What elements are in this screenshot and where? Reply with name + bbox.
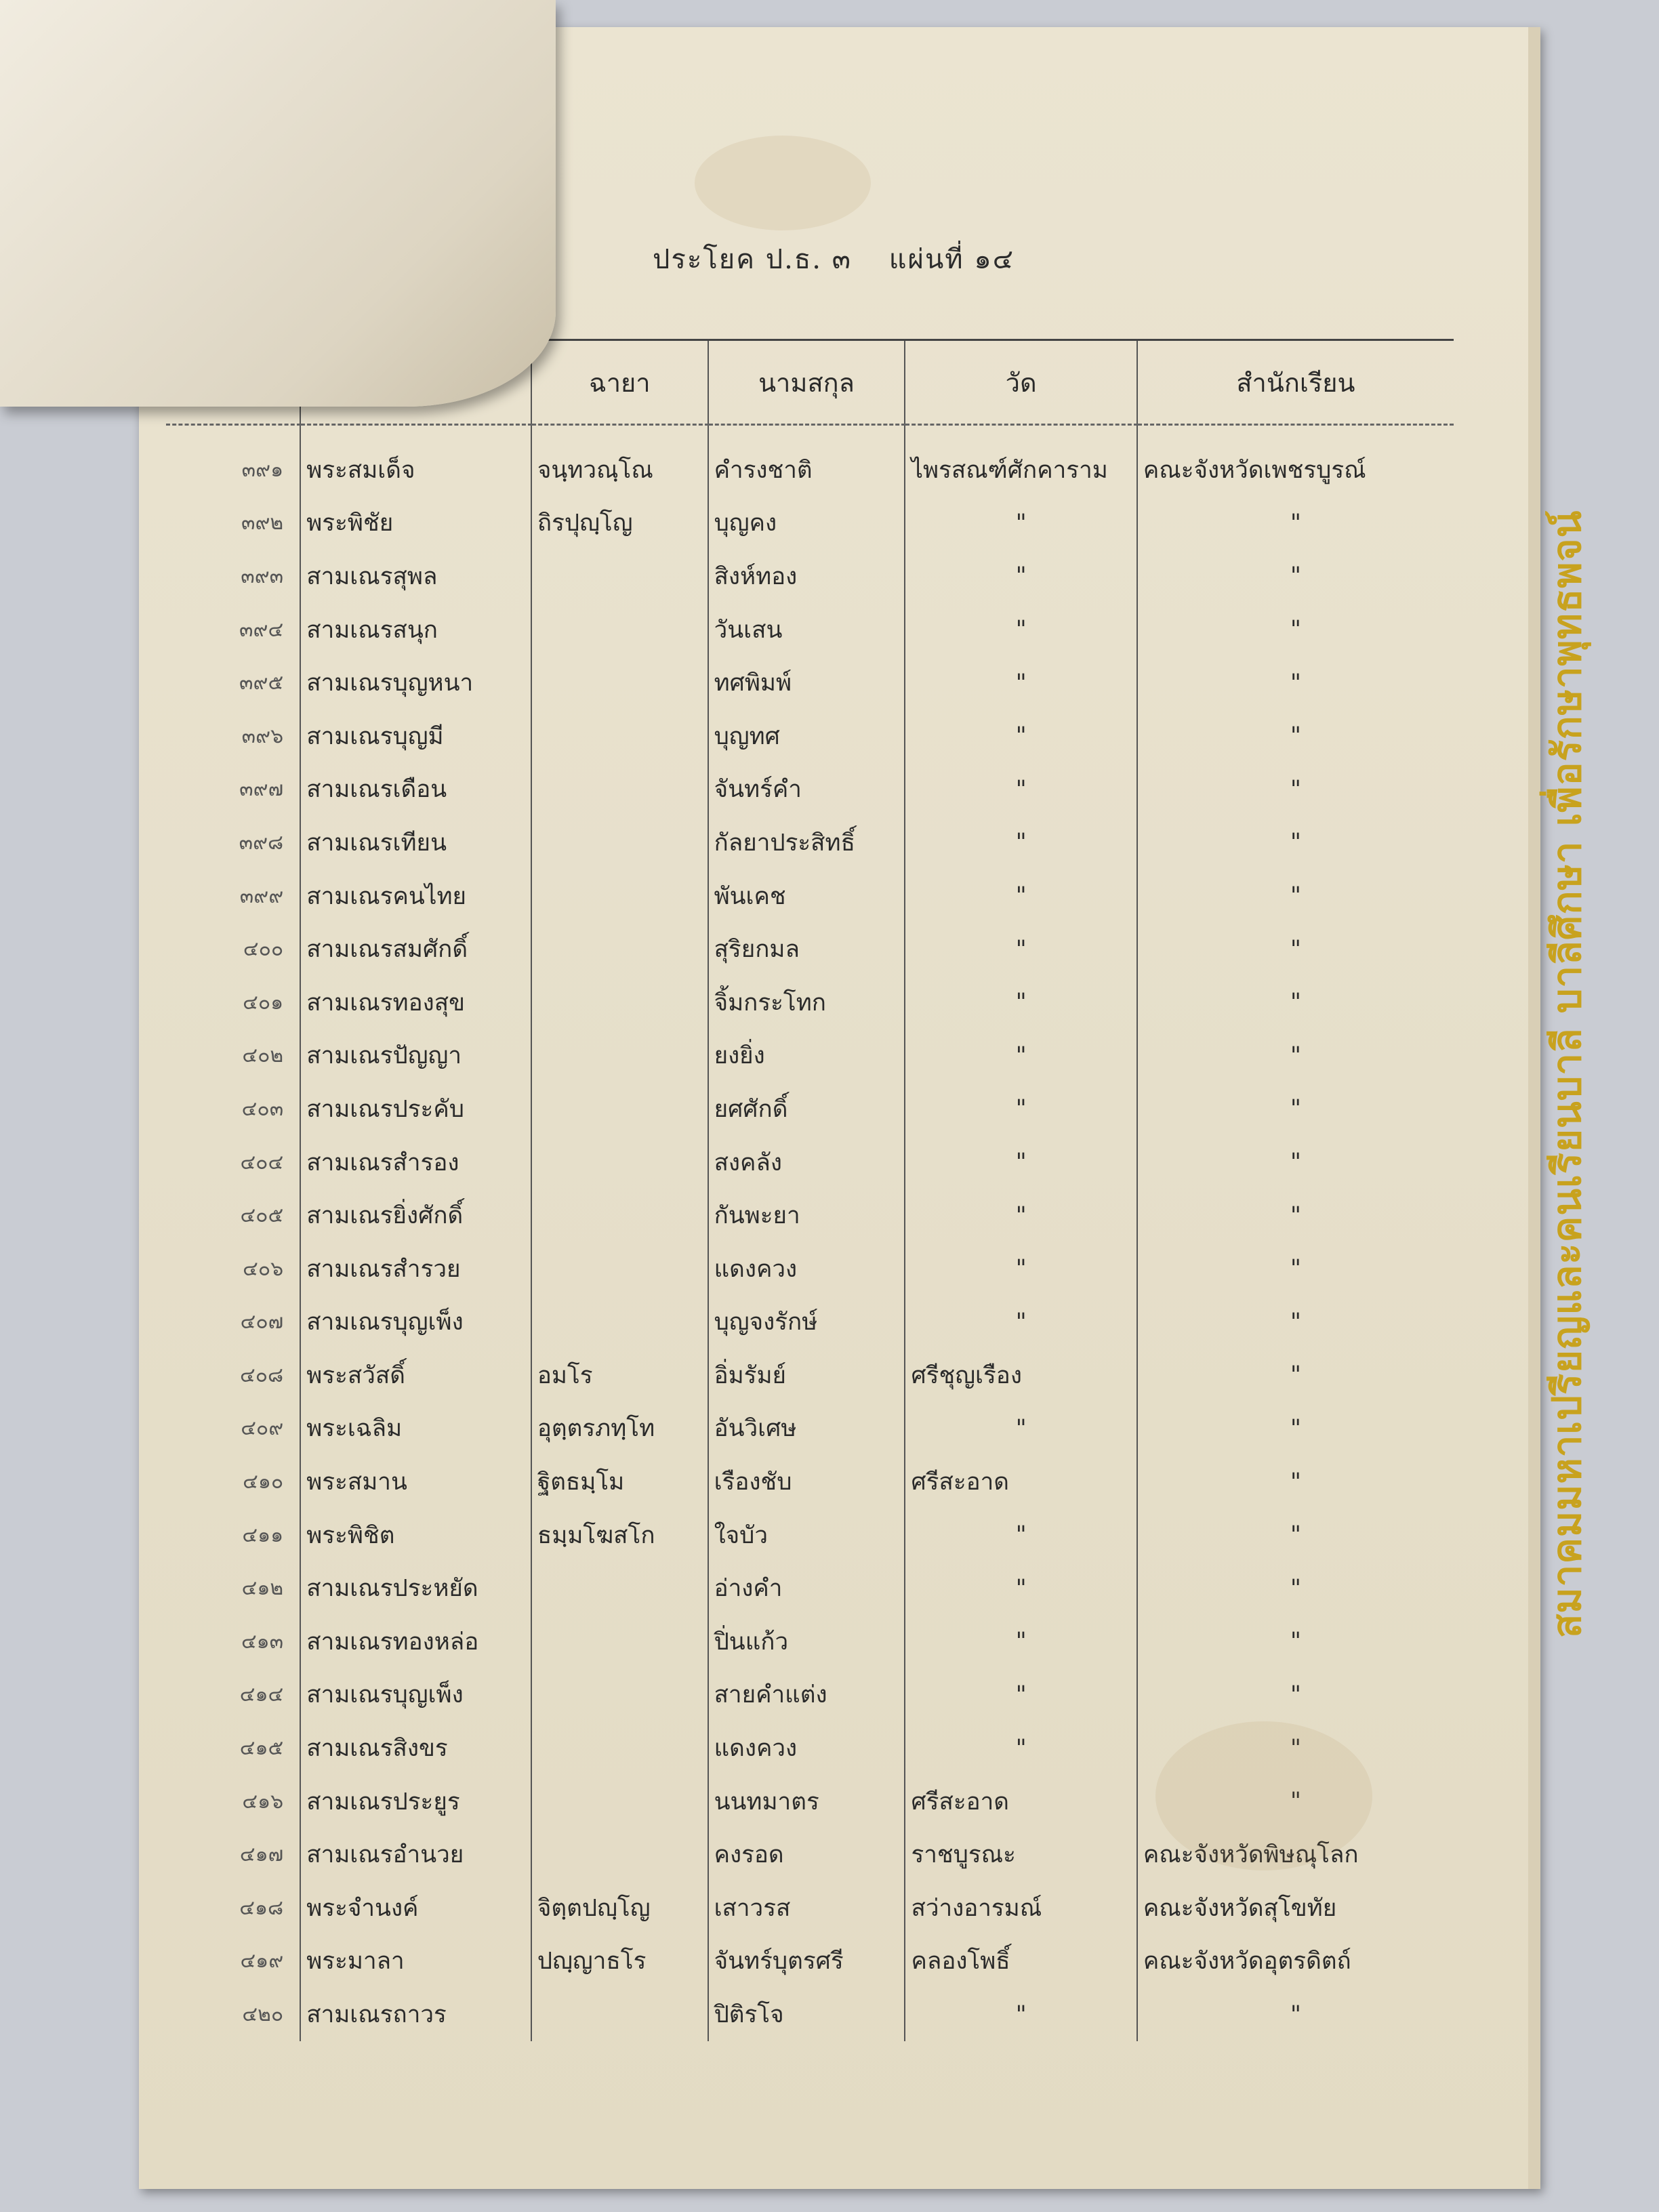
cell-monastic-name xyxy=(531,1721,708,1775)
table-row xyxy=(166,710,1454,763)
cell-school: " xyxy=(1137,1561,1454,1615)
cell-temple: คลองโพธิ์ xyxy=(905,1935,1136,1988)
cell-school: " xyxy=(1137,1082,1454,1136)
cell-name: สามเณรสนุก xyxy=(300,603,531,657)
cell-temple: " xyxy=(905,710,1136,763)
paper-stain xyxy=(1155,1721,1372,1870)
cell-name: สามเณรยิ่งศักดิ์ xyxy=(300,1189,531,1242)
cell-monastic-name xyxy=(531,763,708,817)
cell-surname: สุริยกมล xyxy=(708,922,905,976)
cell-name: สามเณรอำนวย xyxy=(300,1828,531,1881)
cell-surname: ยศศักดิ์ xyxy=(708,1082,905,1136)
cell-monastic-name: ถิรปุญฺโญ xyxy=(531,497,708,550)
cell-monastic-name: จิตฺตปญฺโญ xyxy=(531,1881,708,1935)
cell-monastic-name xyxy=(531,1189,708,1242)
cell-surname: อิ่มรัมย์ xyxy=(708,1349,905,1402)
cell-number: ๔๑๗ xyxy=(239,1843,284,1867)
cell-name: พระสมาน xyxy=(300,1455,531,1509)
table-row xyxy=(166,1136,1454,1189)
cell-monastic-name xyxy=(531,869,708,923)
cell-surname: จันทร์บุตรศรี xyxy=(708,1935,905,1988)
cell-temple: " xyxy=(905,976,1136,1029)
cell-school: " xyxy=(1137,1029,1454,1083)
table-row xyxy=(166,1988,1454,2041)
cell-name: สามเณรสุพล xyxy=(300,550,531,603)
cell-surname: นนทมาตร xyxy=(708,1775,905,1828)
folded-page-corner xyxy=(0,0,556,407)
table-row xyxy=(166,1082,1454,1136)
cell-monastic-name xyxy=(531,922,708,976)
cell-temple: ราชบูรณะ xyxy=(905,1828,1136,1881)
cell-temple: " xyxy=(905,1029,1136,1083)
cell-school: " xyxy=(1137,1349,1454,1402)
table-row xyxy=(166,1935,1454,1988)
table-row xyxy=(166,1296,1454,1349)
cell-number: ๔๐๒ xyxy=(242,1044,284,1068)
cell-temple: " xyxy=(905,1296,1136,1349)
cell-temple: " xyxy=(905,816,1136,869)
cell-temple: " xyxy=(905,550,1136,603)
cell-name: สามเณรคนไทย xyxy=(300,869,531,923)
cell-temple: ศรีสะอาด xyxy=(905,1775,1136,1828)
cell-temple: " xyxy=(905,1189,1136,1242)
cell-monastic-name xyxy=(531,1988,708,2041)
cell-temple: ศรีชุญเรือง xyxy=(905,1349,1136,1402)
cell-number: ๔๐๓ xyxy=(241,1097,284,1121)
cell-surname: คงรอด xyxy=(708,1828,905,1881)
cell-temple: " xyxy=(905,1509,1136,1562)
cell-monastic-name xyxy=(531,1082,708,1136)
cell-school: " xyxy=(1137,1242,1454,1296)
col-header-temple: วัด xyxy=(905,340,1136,425)
cell-monastic-name xyxy=(531,1615,708,1668)
cell-school: " xyxy=(1137,710,1454,763)
cell-surname: บุญจงรักษ์ xyxy=(708,1296,905,1349)
cell-school: " xyxy=(1137,1668,1454,1722)
cell-number: ๔๑๔ xyxy=(239,1683,284,1707)
cell-name: พระสมเด็จ xyxy=(300,425,531,497)
cell-surname: ปิ่นแก้ว xyxy=(708,1615,905,1668)
cell-monastic-name xyxy=(531,603,708,657)
table-row xyxy=(166,550,1454,603)
cell-surname: สงคลัง xyxy=(708,1136,905,1189)
cell-name: พระจำนงค์ xyxy=(300,1881,531,1935)
cell-temple: " xyxy=(905,1668,1136,1722)
cell-school: " xyxy=(1137,1775,1454,1828)
cell-monastic-name xyxy=(531,1828,708,1881)
cell-school: " xyxy=(1137,1721,1454,1775)
table-row xyxy=(166,1189,1454,1242)
cell-number: ๔๐๕ xyxy=(240,1204,284,1228)
cell-school: คณะจังหวัดสุโขทัย xyxy=(1137,1881,1454,1935)
cell-name: สามเณรประหยัด xyxy=(300,1561,531,1615)
cell-surname: สิงห์ทอง xyxy=(708,550,905,603)
cell-monastic-name: จนฺทวณฺโณ xyxy=(531,425,708,497)
table-row xyxy=(166,603,1454,657)
cell-school: " xyxy=(1137,550,1454,603)
table-row xyxy=(166,1402,1454,1456)
cell-monastic-name xyxy=(531,816,708,869)
cell-school: " xyxy=(1137,816,1454,869)
cell-temple: " xyxy=(905,1242,1136,1296)
table-row xyxy=(166,425,1454,497)
table-row xyxy=(166,1881,1454,1935)
cell-number: ๔๐๔ xyxy=(240,1150,284,1174)
table-row xyxy=(166,922,1454,976)
cell-school: คณะจังหวัดพิษณุโลก xyxy=(1137,1828,1454,1881)
cell-name: สามเณรประยูร xyxy=(300,1775,531,1828)
cell-monastic-name: อมโร xyxy=(531,1349,708,1402)
cell-monastic-name: ฐิตธมฺโม xyxy=(531,1455,708,1509)
cell-school: คณะจังหวัดเพชรบูรณ์ xyxy=(1137,425,1454,497)
cell-temple: " xyxy=(905,1721,1136,1775)
cell-surname: วันเสน xyxy=(708,603,905,657)
cell-surname: อ่างคำ xyxy=(708,1561,905,1615)
cell-name: สามเณรทองสุข xyxy=(300,976,531,1029)
cell-surname: ปิติรโจ xyxy=(708,1988,905,2041)
cell-temple: ศรีสะอาด xyxy=(905,1455,1136,1509)
cell-monastic-name: ปญฺญาธโร xyxy=(531,1935,708,1988)
cell-name: สามเณรบุญเพ็ง xyxy=(300,1668,531,1722)
cell-monastic-name xyxy=(531,1775,708,1828)
cell-number: ๔๐๑ xyxy=(243,990,284,1015)
cell-surname: แดงควง xyxy=(708,1721,905,1775)
cell-surname: จิ้มกระโทก xyxy=(708,976,905,1029)
cell-number: ๓๙๔ xyxy=(239,617,284,642)
cell-surname: เสาวรส xyxy=(708,1881,905,1935)
cell-monastic-name xyxy=(531,1668,708,1722)
cell-name: สามเณรบุญหนา xyxy=(300,656,531,710)
cell-number: ๔๑๑ xyxy=(242,1523,284,1547)
cell-name: สามเณรสมศักดิ์ xyxy=(300,922,531,976)
cell-surname: คำรงชาติ xyxy=(708,425,905,497)
cell-name: สามเณรถาวร xyxy=(300,1988,531,2041)
cell-surname: บุญคง xyxy=(708,497,905,550)
cell-monastic-name xyxy=(531,1242,708,1296)
cell-school: " xyxy=(1137,976,1454,1029)
cell-school: " xyxy=(1137,603,1454,657)
cell-temple: " xyxy=(905,497,1136,550)
cell-name: พระมาลา xyxy=(300,1935,531,1988)
cell-surname: จันทร์คำ xyxy=(708,763,905,817)
cell-temple: " xyxy=(905,1082,1136,1136)
cell-name: สามเณรประคับ xyxy=(300,1082,531,1136)
cell-monastic-name xyxy=(531,710,708,763)
cell-number: ๓๙๒ xyxy=(241,511,284,535)
cell-school: " xyxy=(1137,1136,1454,1189)
table-row xyxy=(166,1242,1454,1296)
cell-monastic-name xyxy=(531,976,708,1029)
cell-school: " xyxy=(1137,1988,1454,2041)
cell-name: สามเณรเทียน xyxy=(300,816,531,869)
col-header-surname: นามสกุล xyxy=(708,340,905,425)
cell-number: ๔๐๙ xyxy=(241,1416,284,1441)
cell-temple: " xyxy=(905,763,1136,817)
cell-monastic-name xyxy=(531,550,708,603)
cell-monastic-name xyxy=(531,656,708,710)
cell-temple: ไพรสณฑ์ศักคาราม xyxy=(905,425,1136,497)
cell-temple: " xyxy=(905,656,1136,710)
cell-surname: สายคำแต่ง xyxy=(708,1668,905,1722)
cell-number: ๔๑๐ xyxy=(243,1470,284,1494)
exam-level: ประโยค ป.ธ. ๓ xyxy=(652,244,852,275)
cell-monastic-name: ธมฺมโฆสโก xyxy=(531,1509,708,1562)
cell-name: พระเฉลิม xyxy=(300,1402,531,1456)
cell-surname: เรืองชับ xyxy=(708,1455,905,1509)
cell-school: " xyxy=(1137,1402,1454,1456)
cell-number: ๔๑๙ xyxy=(240,1949,284,1973)
cell-number: ๔๐๐ xyxy=(243,937,284,962)
cell-temple: " xyxy=(905,922,1136,976)
table-row xyxy=(166,1615,1454,1668)
table-row xyxy=(166,1455,1454,1509)
cell-surname: ทศพิมพ์ xyxy=(708,656,905,710)
cell-name: สามเณรสำรอง xyxy=(300,1136,531,1189)
cell-number: ๔๐๗ xyxy=(240,1310,284,1334)
cell-school: " xyxy=(1137,763,1454,817)
cell-name: สามเณรบุญเพ็ง xyxy=(300,1296,531,1349)
cell-school: คณะจังหวัดอุตรดิตถ์ xyxy=(1137,1935,1454,1988)
cell-number: ๔๑๒ xyxy=(241,1576,284,1601)
cell-name: พระพิชิต xyxy=(300,1509,531,1562)
cell-school: " xyxy=(1137,656,1454,710)
cell-school: " xyxy=(1137,1509,1454,1562)
paper-stain xyxy=(695,136,871,230)
cell-temple: " xyxy=(905,1136,1136,1189)
table-row xyxy=(166,816,1454,869)
cell-temple: " xyxy=(905,1988,1136,2041)
cell-school: " xyxy=(1137,1189,1454,1242)
cell-number: ๔๑๖ xyxy=(242,1789,284,1814)
cell-surname: บุญทศ xyxy=(708,710,905,763)
cell-name: สามเณรสิงขร xyxy=(300,1721,531,1775)
cell-school: " xyxy=(1137,1296,1454,1349)
cell-surname: พันเคช xyxy=(708,869,905,923)
cell-number: ๓๙๓ xyxy=(241,564,284,588)
cell-temple: " xyxy=(905,1561,1136,1615)
cell-school: " xyxy=(1137,1455,1454,1509)
cell-number: ๔๒๐ xyxy=(242,2003,284,2027)
table-row xyxy=(166,1029,1454,1083)
cell-number: ๔๑๕ xyxy=(239,1736,284,1761)
cell-name: สามเณรบุญมี xyxy=(300,710,531,763)
cell-school: " xyxy=(1137,922,1454,976)
cell-temple: " xyxy=(905,869,1136,923)
cell-name: สามเณรปัญญา xyxy=(300,1029,531,1083)
cell-school: " xyxy=(1137,497,1454,550)
cell-surname: ใจบัว xyxy=(708,1509,905,1562)
cell-number: ๔๐๖ xyxy=(243,1256,284,1281)
cell-monastic-name: อุตฺตรภทฺโท xyxy=(531,1402,708,1456)
cell-number: ๓๙๗ xyxy=(239,777,284,802)
cell-number: ๔๐๘ xyxy=(240,1363,284,1387)
cell-number: ๓๙๙ xyxy=(239,884,284,908)
cell-number: ๔๑๓ xyxy=(241,1629,284,1654)
cell-monastic-name xyxy=(531,1561,708,1615)
cell-name: สามเณรทองหล่อ xyxy=(300,1615,531,1668)
col-header-school: สำนักเรียน xyxy=(1137,340,1454,425)
cell-number: ๓๙๕ xyxy=(239,671,284,695)
watermark-text: สมาคมมหาเปรียญและคนเรียนบาลี บาลีศึกษา เพื่อรักษาพุทธพจน์ xyxy=(1544,510,1590,1639)
cell-surname: อันวิเศษ xyxy=(708,1402,905,1456)
cell-temple: สว่างอารมณ์ xyxy=(905,1881,1136,1935)
cell-surname: ยงยิ่ง xyxy=(708,1029,905,1083)
cell-name: พระสวัสดิ์ xyxy=(300,1349,531,1402)
cell-number: ๓๙๑ xyxy=(241,457,284,482)
cell-surname: แดงควง xyxy=(708,1242,905,1296)
table-row xyxy=(166,763,1454,817)
col-header-monastic-name: ฉายา xyxy=(531,340,708,425)
cell-monastic-name xyxy=(531,1296,708,1349)
table-row xyxy=(166,497,1454,550)
cell-name: สามเณรสำรวย xyxy=(300,1242,531,1296)
cell-monastic-name xyxy=(531,1136,708,1189)
cell-temple: " xyxy=(905,603,1136,657)
table-row xyxy=(166,869,1454,923)
cell-temple: " xyxy=(905,1402,1136,1456)
table-row xyxy=(166,976,1454,1029)
cell-number: ๓๙๘ xyxy=(239,830,284,855)
table-row xyxy=(166,1668,1454,1722)
table-row xyxy=(166,1509,1454,1562)
table-row xyxy=(166,1561,1454,1615)
cell-temple: " xyxy=(905,1615,1136,1668)
cell-name: พระพิชัย xyxy=(300,497,531,550)
table-row xyxy=(166,656,1454,710)
table-row xyxy=(166,1349,1454,1402)
cell-name: สามเณรเดือน xyxy=(300,763,531,817)
cell-school: " xyxy=(1137,869,1454,923)
cell-number: ๔๑๘ xyxy=(239,1896,284,1920)
cell-number: ๓๙๖ xyxy=(241,724,284,748)
cell-surname: กัลยาประสิทธิ์ xyxy=(708,816,905,869)
cell-surname: กันพะยา xyxy=(708,1189,905,1242)
cell-monastic-name xyxy=(531,1029,708,1083)
sheet-number: แผ่นที่ ๑๔ xyxy=(888,244,1015,275)
cell-school: " xyxy=(1137,1615,1454,1668)
